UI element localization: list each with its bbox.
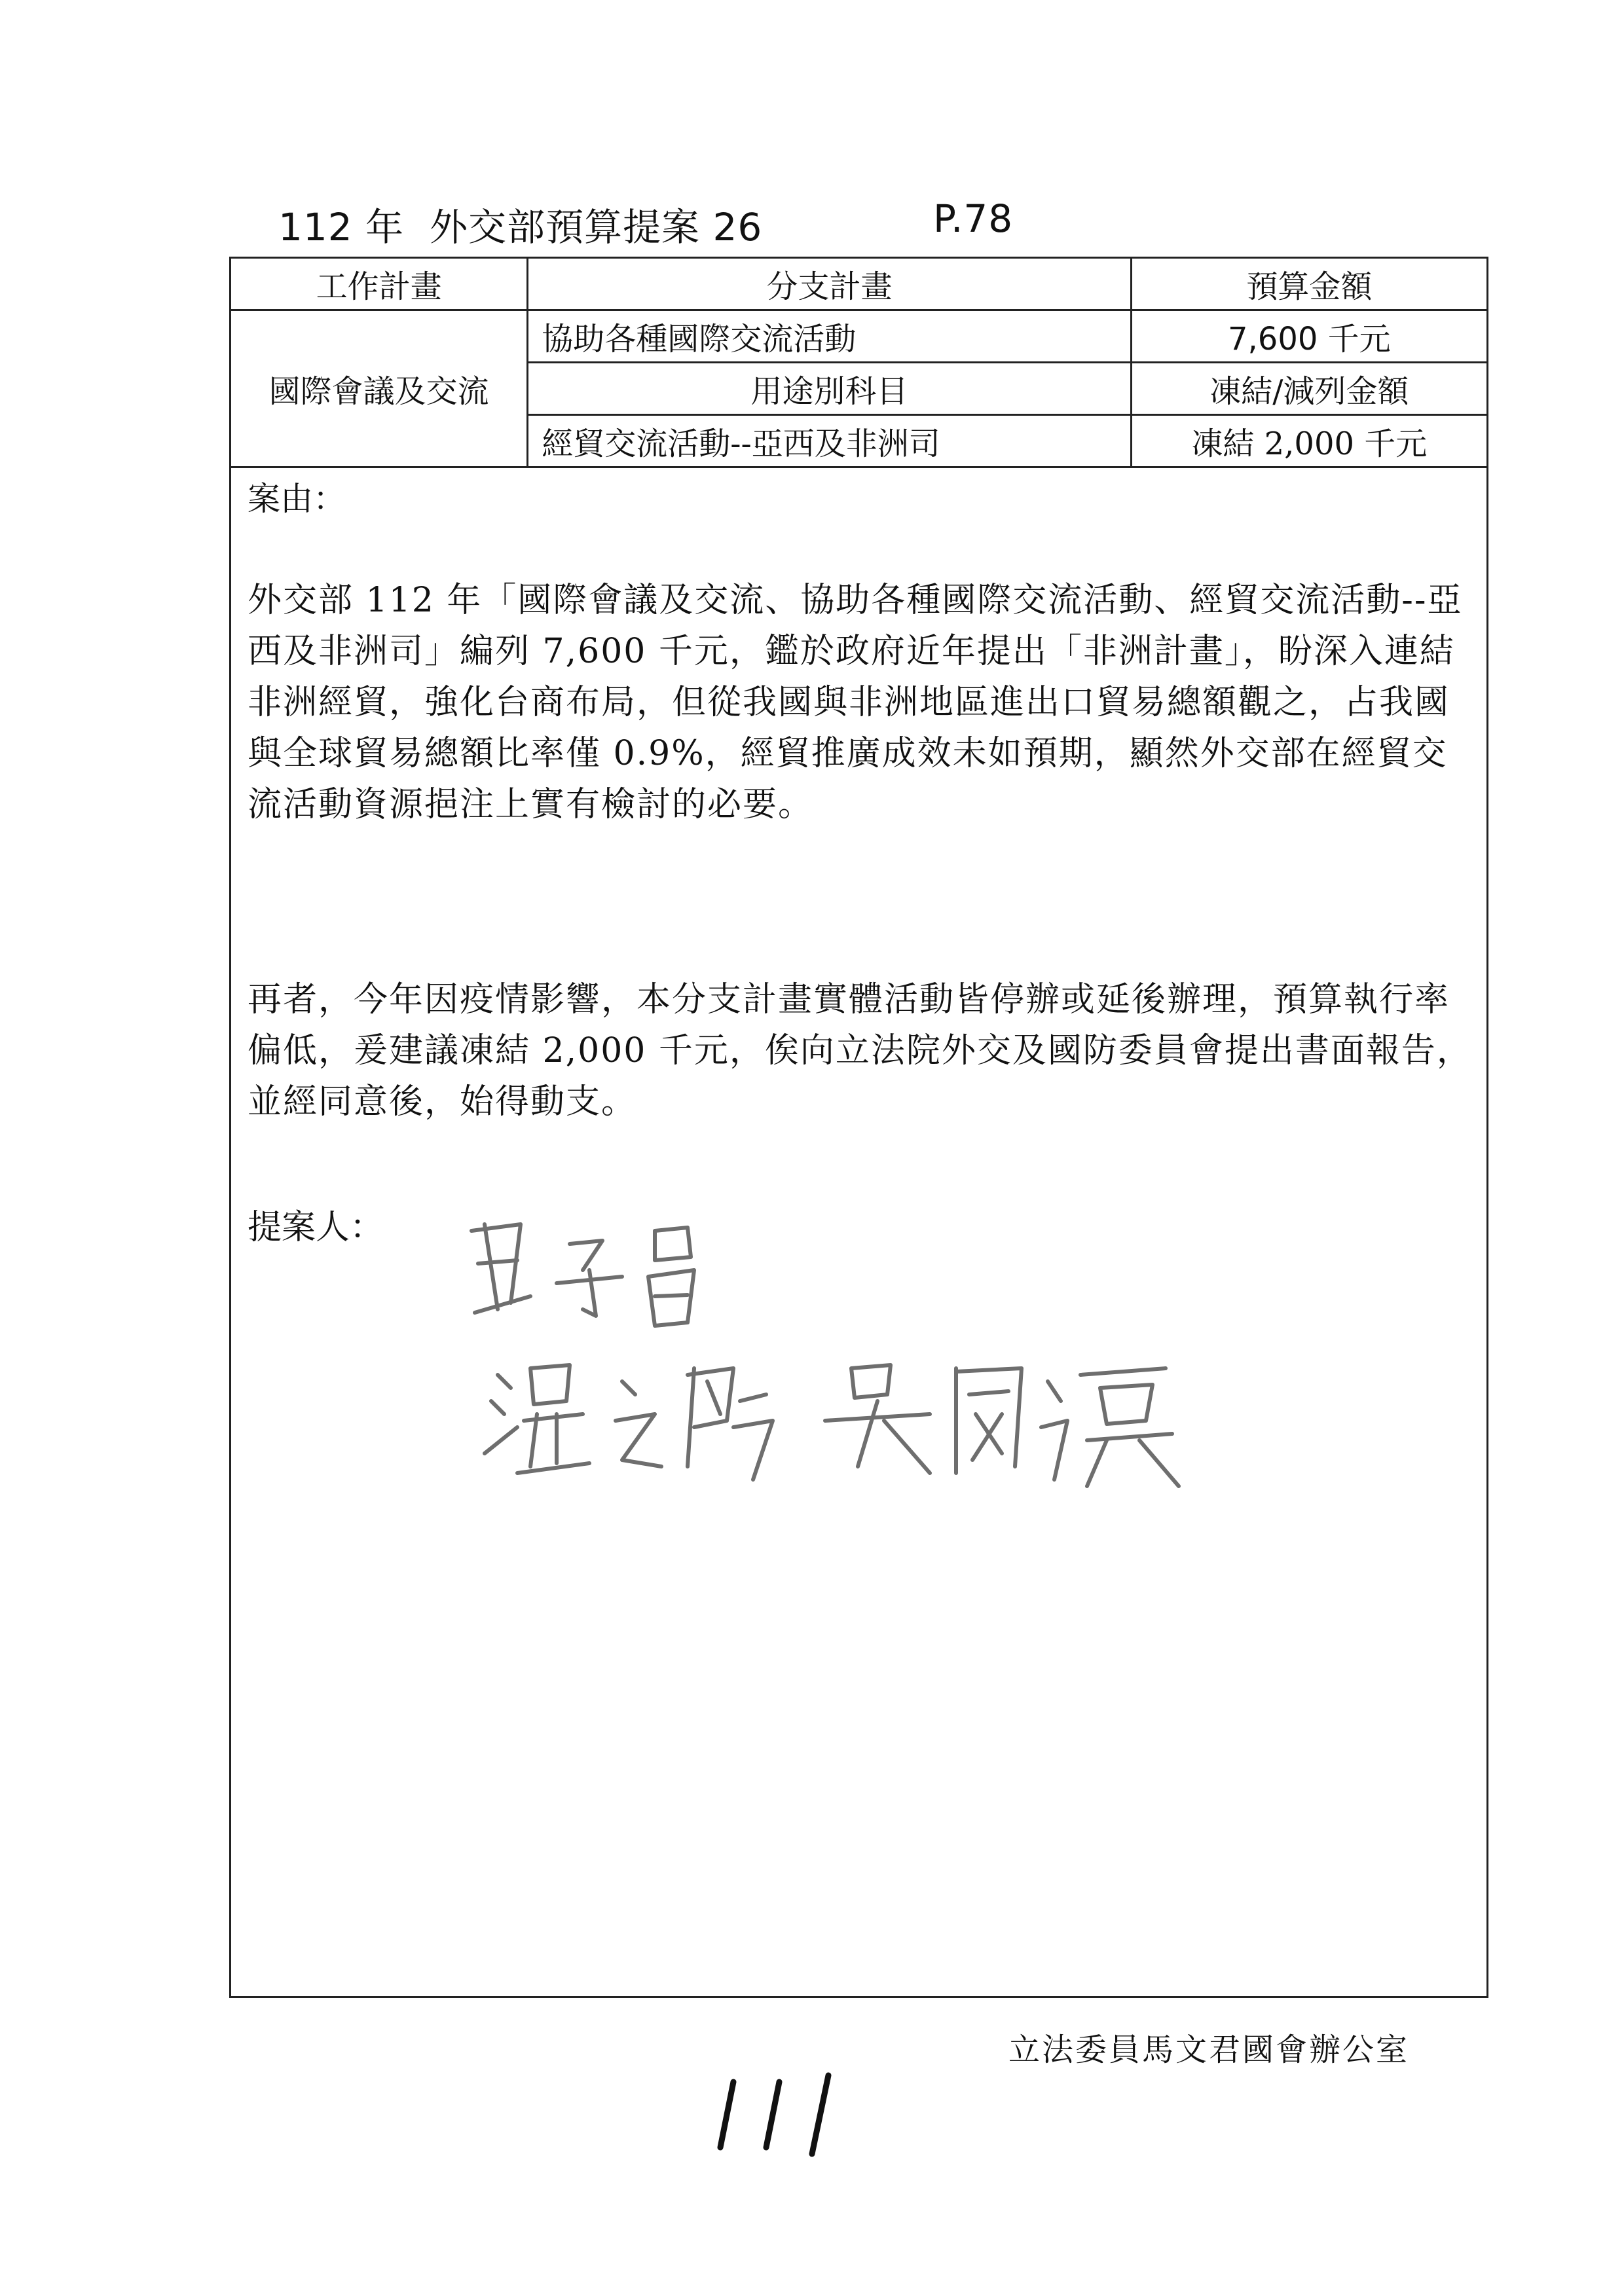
freeze-label-cell: 凍結/減列金額 <box>1131 363 1487 415</box>
signature-3 <box>825 1365 1179 1486</box>
header-budget-amount: 預算金額 <box>1131 258 1487 310</box>
office-name: 立法委員馬文君國會辦公室 <box>1008 2032 1410 2068</box>
header-sub-plan: 分支計畫 <box>528 258 1131 310</box>
usage-item-cell: 經貿交流活動--亞西及非洲司 <box>528 415 1131 467</box>
proposal-title: 112 年 外交部預算提案 26 <box>278 205 763 249</box>
signature-2 <box>485 1365 773 1480</box>
handwritten-page-number <box>681 2069 877 2160</box>
budget-table <box>229 257 1488 468</box>
reason-paragraph-2: 再者，今年因疫情影響，本分支計畫實體活動皆停辦或延後辦理，預算執行率偏低，爰建議凍結 2,000 千元，俟向立法院外交及國防委員會提出書面報告，並經同意後，始得動支。 <box>248 980 1472 1121</box>
proposer-label: 提案人： <box>248 1208 384 1247</box>
freeze-amount-cell: 凍結 2,000 千元 <box>1131 415 1487 467</box>
header-work-plan: 工作計畫 <box>231 258 528 310</box>
work-plan-cell: 國際會議及交流 <box>231 310 528 467</box>
usage-label-cell: 用途別科目 <box>528 363 1131 415</box>
signature-1 <box>471 1224 694 1326</box>
document-title <box>278 196 1014 251</box>
sub-plan-cell: 協助各種國際交流活動 <box>528 310 1131 363</box>
budget-cell: 7,600 千元 <box>1131 310 1487 363</box>
case-label: 案由： <box>248 480 346 518</box>
table-header-row <box>231 258 1488 310</box>
page-reference: P.78 <box>933 196 1014 241</box>
table-row <box>231 310 1488 363</box>
reason-paragraph-1: 外交部 112 年「國際會議及交流、協助各種國際交流活動、經貿交流活動--亞西及非洲司」編列 7,600 千元，鑑於政府近年提出「非洲計畫」，盼深入連結非洲經貿，強化台商布局，但從我國與非洲地區進出口貿易總額觀之，占我國與全球貿易總額比率僅 0.9%，經貿推廣成效未如預期，顯然外交部在經貿交流活動資源挹注上實有檢討的必要。 <box>248 581 1463 824</box>
handwritten-signatures <box>458 1205 1310 1545</box>
proposal-frame <box>229 257 1488 1998</box>
